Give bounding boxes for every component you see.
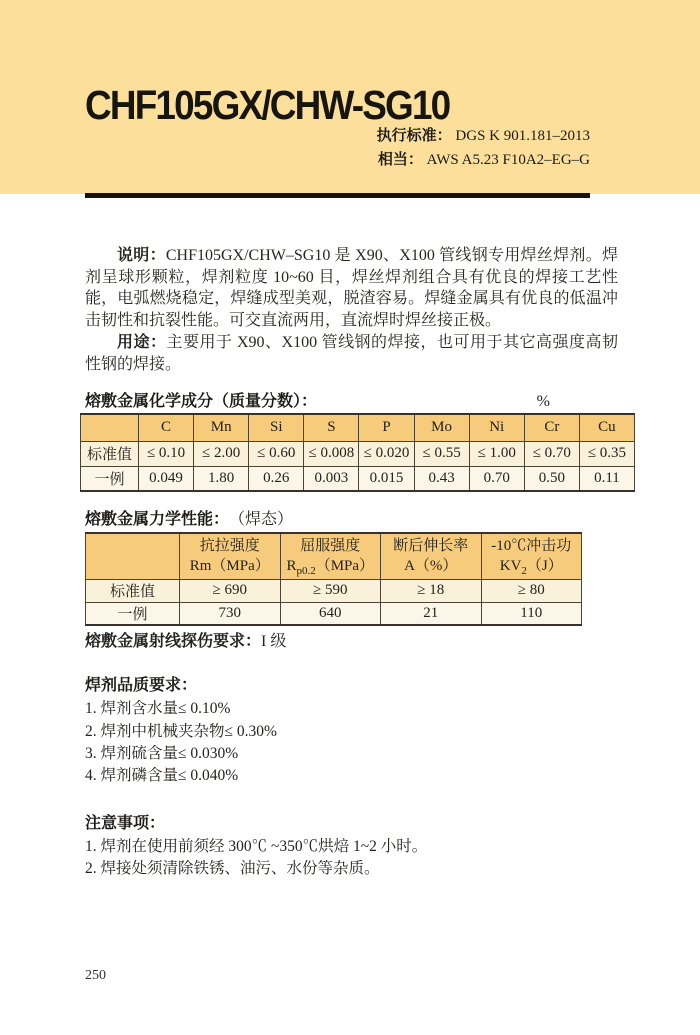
chem-value-cell: 0.015: [359, 466, 414, 491]
chem-row-label: 标准值: [81, 441, 139, 466]
mech-col-symbol: R: [286, 558, 297, 575]
chem-value-cell: ≤ 2.00: [194, 441, 249, 466]
description-paragraph: [85, 245, 618, 332]
xray-requirement-value: I 级: [261, 633, 287, 651]
chem-col-header: Cu: [579, 414, 634, 441]
precaution-item: 1. 焊剂在使用前须经 300℃ ~350℃烘焙 1~2 小时。: [85, 837, 428, 855]
execution-standard-line: [0, 124, 590, 148]
mechanical-table-caption: 熔敷金属力学性能：: [85, 511, 230, 529]
mech-col-unit: （MPa）: [211, 558, 270, 575]
chem-corner-cell: [81, 414, 139, 441]
chem-col-header: S: [304, 414, 359, 441]
chem-col-header: P: [359, 414, 414, 441]
chem-value-cell: ≤ 0.020: [359, 441, 414, 466]
chem-example-row: [81, 466, 635, 491]
chem-value-cell: 1.80: [194, 466, 249, 491]
mech-col-symbol: KV: [499, 558, 522, 575]
mech-value-cell: ≥ 590: [280, 579, 381, 602]
mech-col-unit: （J）: [526, 558, 563, 575]
chemical-table-caption: 熔敷金属化学成分（质量分数）：: [85, 393, 318, 411]
precaution-item: 2. 焊接处须清除铁锈、油污、水份等杂质。: [85, 860, 380, 878]
mech-value-cell: 110: [481, 602, 582, 625]
precautions-heading: 注意事项：: [85, 814, 166, 832]
chem-value-cell: ≤ 0.55: [414, 441, 469, 466]
chem-value-cell: 0.049: [139, 466, 194, 491]
chem-value-cell: 0.11: [579, 466, 634, 491]
usage-label: 用途：: [117, 333, 167, 351]
mech-value-cell: 640: [280, 602, 381, 625]
execution-standard-label: 执行标准：: [376, 127, 452, 144]
usage-text: 主要用于 X90、X100 管线钢的焊接，也可用于其它高强度高韧性钢的焊接。: [85, 333, 618, 373]
chem-value-cell: ≤ 0.70: [524, 441, 579, 466]
flux-quality-item: 4. 焊剂磷含量≤ 0.040%: [85, 767, 239, 785]
chem-col-header: Mn: [194, 414, 249, 441]
execution-standard-value: DGS K 901.181–2013: [455, 128, 590, 144]
chem-col-header: Si: [249, 414, 304, 441]
mech-corner-cell: [86, 533, 180, 579]
chem-value-cell: 0.43: [414, 466, 469, 491]
mech-standard-row: [86, 579, 582, 602]
mech-row-label: 一例: [86, 602, 180, 625]
flux-quality-list: [85, 698, 618, 788]
mech-col-symbol-line: [381, 556, 481, 576]
usage-paragraph: [85, 332, 618, 375]
chem-value-cell: ≤ 0.10: [139, 441, 194, 466]
mech-col-header: [481, 533, 582, 579]
mech-value-cell: 730: [180, 602, 281, 625]
chem-value-cell: 0.003: [304, 466, 359, 491]
mechanical-properties-table: [85, 532, 582, 626]
chem-col-header: C: [139, 414, 194, 441]
mech-col-header: [180, 533, 281, 579]
description-text: CHF105GX/CHW–SG10 是 X90、X100 管线钢专用焊丝焊剂。焊剂呈球形颗粒，焊剂粒度 10~60 目，焊丝焊剂组合具有优良的焊接工艺性能，电弧燃烧稳定，焊缝成型美观，脱渣容易。焊缝金属具有优良的低温冲击韧性和抗裂性能。可交直流两用，直流焊时焊丝接正极。: [85, 247, 618, 330]
flux-quality-item: 3. 焊剂硫含量≤ 0.030%: [85, 745, 239, 763]
mech-value-cell: 21: [381, 602, 482, 625]
chem-value-cell: 0.26: [249, 466, 304, 491]
mech-value-cell: ≥ 690: [180, 579, 281, 602]
chem-col-header: Ni: [469, 414, 524, 441]
mechanical-table-caption-suffix: （焊态）: [229, 511, 294, 529]
mech-value-cell: ≥ 18: [381, 579, 482, 602]
chem-col-header: Cr: [524, 414, 579, 441]
mech-col-symbol: Rm: [189, 558, 212, 575]
mech-col-symbol-line: [180, 556, 280, 576]
mech-col-title: -10℃冲击功: [491, 538, 572, 555]
chem-value-cell: 0.50: [524, 466, 579, 491]
mech-col-title: 断后伸长率: [393, 538, 469, 555]
chem-standard-row: [81, 441, 635, 466]
description-label: 说明：: [117, 247, 166, 264]
mech-col-symbol: A: [404, 558, 415, 575]
chem-value-cell: ≤ 0.60: [249, 441, 304, 466]
chem-header-row: [81, 414, 635, 441]
mech-col-subscript: p0.2: [296, 565, 316, 578]
header-divider-bar: [85, 193, 590, 198]
mech-col-symbol-line: [482, 556, 582, 576]
chem-row-label: 一例: [81, 466, 139, 491]
product-title: CHF105GX/CHW-SG10: [85, 82, 450, 128]
mechanical-table-caption-row: [85, 509, 618, 530]
mech-col-subscript: 2: [521, 565, 527, 578]
chemical-table-caption-row: [85, 391, 618, 412]
chem-col-header: Mo: [414, 414, 469, 441]
flux-quality-item: 2. 焊剂中机械夹杂物≤ 0.30%: [85, 722, 277, 740]
xray-requirement-label: 熔敷金属射线探伤要求：: [85, 633, 262, 651]
chem-value-cell: ≤ 0.35: [579, 441, 634, 466]
chem-value-cell: ≤ 0.008: [304, 441, 359, 466]
standards-block: [0, 124, 590, 172]
equivalent-standard-value: AWS A5.23 F10A2–EG–G: [426, 152, 590, 168]
chemical-table-unit: %: [536, 393, 550, 411]
page-number: 250: [85, 968, 106, 983]
mech-col-title: 屈服强度: [300, 538, 361, 555]
flux-quality-heading: 焊剂品质要求：: [85, 677, 198, 695]
mech-col-unit: （MPa）: [315, 558, 375, 575]
mech-col-unit: （%）: [414, 558, 458, 575]
chemical-composition-table: [80, 413, 635, 492]
chem-value-cell: ≤ 1.00: [469, 441, 524, 466]
xray-requirement-line: [85, 631, 618, 653]
mech-row-label: 标准值: [86, 579, 180, 602]
page-content: [85, 245, 627, 881]
equivalent-standard-line: [0, 148, 590, 172]
mech-example-row: [86, 602, 582, 625]
mech-col-title: 抗拉强度: [199, 538, 260, 555]
mech-value-cell: ≥ 80: [481, 579, 582, 602]
header-banner: [0, 0, 700, 194]
mech-col-header: [280, 533, 381, 579]
mech-col-header: [381, 533, 482, 579]
mech-header-row: [86, 533, 582, 579]
equivalent-standard-label: 相当：: [377, 151, 423, 168]
chem-value-cell: 0.70: [469, 466, 524, 491]
flux-quality-item: 1. 焊剂含水量≤ 0.10%: [85, 700, 231, 718]
mech-col-symbol-line: [281, 556, 381, 576]
precautions-list: [85, 836, 618, 881]
